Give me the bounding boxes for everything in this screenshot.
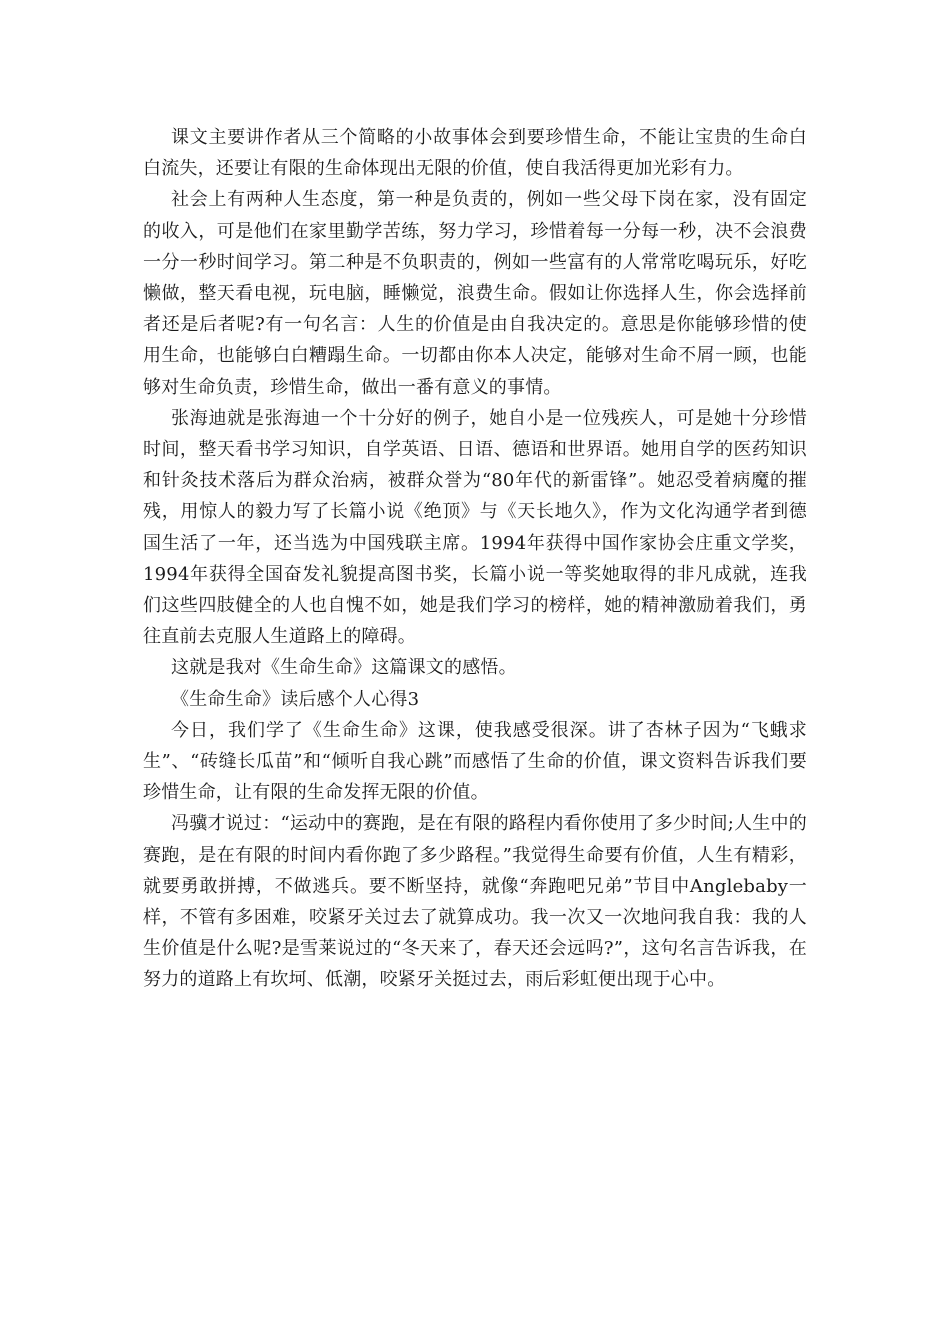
paragraph-today-lesson: 今日，我们学了《生命生命》这课，使我感受很深。讲了杏林子因为“飞蛾求生”、“砖缝长瓜苗”和“倾听自我心跳”而感悟了生命的价值，课文资料告诉我们要珍惜生命，让有限的生命发挥无限的价值。 [143, 719, 807, 804]
document-body [143, 122, 807, 996]
paragraph-zhang-haidi: 张海迪就是张海迪一个十分好的例子，她自小是一位残疾人，可是她十分珍惜时间，整天看书学习知识，自学英语、日语、德语和世界语。她用自学的医药知识和针灸技术落后为群众治病，被群众誉为“80年代的新雷锋”。她忍受着病魔的摧残，用惊人的毅力写了长篇小说《绝顶》与《天长地久》，作为文化沟通学者到德国生活了一年，还当选为中国残联主席。1994年获得中国作家协会庄重文学奖，1994年获得全国奋发礼貌提高图书奖，长篇小说一等奖她取得的非凡成就，连我们这些四肢健全的人也自愧不如，她是我们学习的榜样，她的精神激励着我们，勇往直前去克服人生道路上的障碍。 [143, 407, 807, 648]
paragraph-lesson-summary: 课文主要讲作者从三个简略的小故事体会到要珍惜生命，不能让宝贵的生命白白流失，还要让有限的生命体现出无限的价值，使自我活得更加光彩有力。 [143, 127, 807, 180]
paragraph-two-attitudes: 社会上有两种人生态度，第一种是负责的，例如一些父母下岗在家，没有固定的收入，可是他们在家里勤学苦练，努力学习，珍惜着每一分每一秒，决不会浪费一分一秒时间学习。第二种是不负职责的，例如一些富有的人常常吃喝玩乐，好吃懒做，整天看电视，玩电脑，睡懒觉，浪费生命。假如让你选择人生，你会选择前者还是后者呢?有一句名言：人生的价值是由自我决定的。意思是你能够珍惜的使用生命，也能够白白糟蹋生命。一切都由你本人决定，能够对生命不屑一顾，也能够对生命负责，珍惜生命，做出一番有意义的事情。 [143, 189, 807, 398]
section-heading: 《生命生命》读后感个人心得3 [171, 688, 420, 710]
paragraph-feng-jicai: 冯骥才说过：“运动中的赛跑，是在有限的路程内看你使用了多少时间;人生中的赛跑，是在有限的时间内看你跑了多少路程。”我觉得生命要有价值，人生有精彩，就要勇敢拼搏，不做逃兵。要不断坚持，就像“奔跑吧兄弟”节目中Anglebaby一样，不管有多困难，咬紧牙关过去了就算成功。我一次又一次地问我自我：我的人生价值是什么呢?是雪莱说过的“冬天来了，春天还会远吗?”，这句名言告诉我，在努力的道路上有坎坷、低潮，咬紧牙关挺过去，雨后彩虹便出现于心中。 [143, 813, 807, 991]
paragraph-reflection: 这就是我对《生命生命》这篇课文的感悟。 [171, 657, 517, 679]
